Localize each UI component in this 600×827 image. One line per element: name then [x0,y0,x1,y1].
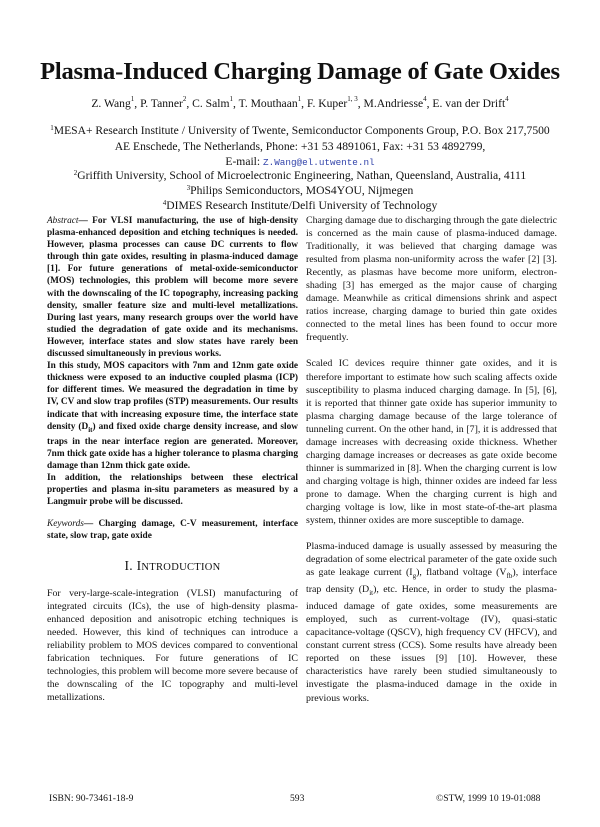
abstract-text: ) and fixed oxide charge density increase, and slow traps in the near interface region are generated. Moreover, 7nm thick gate oxide has a higher tolerance to plasma charging damage than 12nm thick gate oxide. [47,421,298,471]
body-text: ), etc. Hence, in order to study the plasma-induced damage of gate oxides, some measurements are employed, such as current-voltage (IV), quasi-static capacitance-voltage (QSCV), high frequency CV (HFCV), and constant current stress (CCS). Some results have already been reported on these issues [9] [10]. However, these characteristics have rarely been studied simultaneously to investigate the plasma-induced damage in the oxide in previous works. [306,584,557,704]
author-affil-sup: 1 [229,95,234,103]
keywords-dash: — [83,519,99,530]
left-column [47,215,298,704]
footer-isbn: ISBN: 90-73461-18-9 [49,793,134,804]
affiliation-4 [20,198,580,214]
abstract-text: In this study, MOS capacitors with 7nm and 12nm gate oxide thickness were exposed to an inductive coupled plasma (ICP) for different times. We measured the degradation in time by IV, CV and slow trap profiles (STP) measurements. Our results indicate that with increasing exposure time, the interface state density (D [47,361,298,432]
author: C. Salm [192,97,230,110]
keywords [47,518,298,542]
subscript: g [412,572,417,581]
right-column [306,214,557,705]
section-heading [47,560,298,575]
author-affil-sup: 1, 3 [347,95,358,103]
abstract-text: For VLSI manufacturing, the use of high-density plasma-enhanced deposition and etching techniques is needed. However, plasma processes can cause DC currents to flow through thin gate oxides, resulting in plasma-induced damage [1]. For future generations of metal-oxide-semiconductor (MOS) technologies, this problem will become more severe with the downscaling of the IC topography, increasing packing density, smaller feature size and multi-level metallizations. During last years, many research groups over the world have studied the degradation of gate oxide and its mechanisms. However, interface states and slow states have rarely been discussed simultaneously in previous works. [47,216,298,360]
affiliation-1 [20,123,580,171]
affil-text: Griffith University, School of Microelectronic Engineering, Nathan, Queensland, Australia, 4111 [77,169,527,182]
abstract-paragraph [47,472,298,508]
subscript: it [88,425,93,434]
body-paragraph [306,540,557,705]
subscript: fb [506,572,513,581]
body-text: ), interface trap density (D [306,567,557,596]
author: E. van der Drift [432,97,506,110]
author: P. Tanner [140,97,183,110]
author-list: Z. Wang$^1$, P. Tanner$^2$, C. Salm$^1$, T. Mouthaan$^1$, F. Kuper$^{1, 3}$, M.Andriesse$^4$, E. van der Drift$^4$ [91,95,509,110]
abstract [47,215,298,508]
body-paragraph: Scaled IC devices require thinner gate oxides, and it is therefore important to estimate how such scaling affects oxide susceptibility to plasma induced charging damage. In [5], [6], it is reported that thinner gate oxide has superior immunity to plasma charging damage because of the large tolerance of tunneling current. On the other hand, in [7], it is addressed that damage increases with decreasing oxide thickness. Whether charging damage increases or decreases as gate oxide become thinner is summarized in [8]. When the charging current is low and charging voltage is high, thinner oxides are indeed far less prone to damage. When the charging current is high and charging voltage is low, like in most state-of-the-art plasma system, thinner oxides are more susceptible to damage. [306,358,557,527]
affil-text: DIMES Research Institute/Delfi University of Technology [166,199,438,212]
email-link[interactable]: Z.Wang@el.utwente.nl [263,157,375,168]
subscript: it [369,589,374,598]
footer-copyright: ©STW, 1999 10 19-01:088 [436,793,541,804]
body-text: ), flatband voltage (V [416,567,507,579]
affiliation-3 [20,183,580,199]
body-paragraph: Charging damage due to discharging through the gate dielectric is concerned as the main cause of plasma-induced damage. Traditionally, it was believed that charging damage was resulted from plasma non-uniformity across the wafer [2] [3]. Recently, as plasmas have become more uniform, electron-shading [3] has emerged as the major cause of charging damage. Meanwhile as critical dimensions shrink and aspect ratios increase, charging damage to buried thin gate oxides connected to the metal lines has been found to occur more frequently. [306,215,557,344]
section-number: I. [124,558,133,574]
abstract-paragraph [47,360,298,472]
footer-page-number: 593 [290,793,305,804]
affil-sup: 2 [73,169,78,177]
section-title-rest: NTRODUCTION [141,562,221,574]
abstract-dash: — [78,216,93,226]
affil-sup: 3 [186,184,191,192]
abstract-label: Abstract [47,216,79,226]
affil-text: MESA+ Research Institute / University of Twente, Semiconductor Components Group, P.O. Box 217,7500 [53,124,550,137]
keywords-text: Charging damage, C-V measurement, interface state, slow trap, gate oxide [47,519,298,542]
affil-text: Philips Semiconductors, MOS4YOU, Nijmegen [190,184,414,197]
author-affil-sup: 1 [297,95,302,103]
author-affil-sup: 4 [423,95,427,103]
abstract-paragraph [47,215,298,360]
author: T. Mouthaan [238,97,298,110]
affiliation-2 [20,168,580,184]
affil-sup: 4 [162,199,167,207]
affil-sup: 1 [50,124,54,132]
abstract-text: In addition, the relationships between these electrical properties and plasma in-situ parameters as measured by a Langmuir probe will be discussed. [47,472,298,508]
author-affil-sup: 4 [505,95,509,103]
author: F. Kuper [306,97,348,110]
keywords-label: Keywords [47,519,84,530]
affil-text: AE Enschede, The Netherlands, Phone: +31 53 4891061, Fax: +31 53 4892799, [114,139,486,153]
author: Z. Wang [91,97,131,110]
author-affil-sup: 2 [182,95,187,103]
author-affil-sup: 1 [130,95,135,103]
email-label: E-mail: [225,155,261,168]
intro-paragraph: For very-large-scale-integration (VLSI) manufacturing of integrated circuits (ICs), the use of high-density plasma-enhanced deposition and anisotropic etching techniques is needed. However, this kind of techniques can introduce a reliability problem to MOS devices compared to conventional fabrication techniques. For future generations of IC technologies, this problem will become more severe because of the downscaling of the IC topography and multi-level metallizations. [47,587,298,704]
section-initial: I [136,558,142,574]
body-text: Plasma-induced damage is usually assessed by measuring the degradation of some electrical parameter of the gate oxide such as gate leakage current (I [306,541,557,579]
author: M.Andriesse [363,97,424,110]
paper-title: Plasma-Induced Charging Damage of Gate Oxides [40,58,560,85]
